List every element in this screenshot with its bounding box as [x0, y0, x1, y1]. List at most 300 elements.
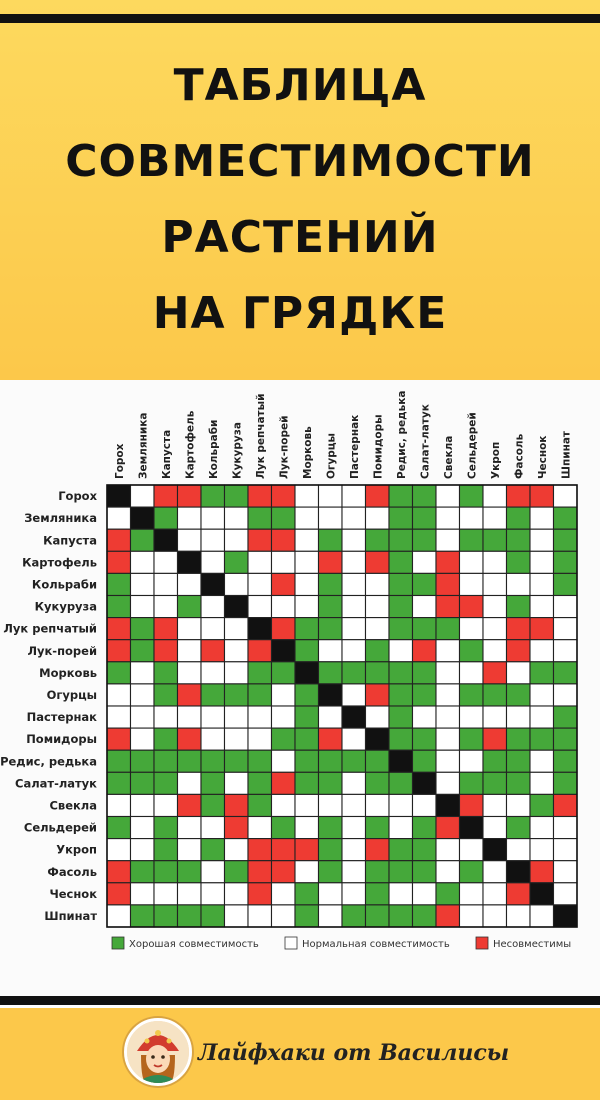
matrix-cell	[201, 640, 225, 662]
row-header: Кукуруза	[34, 599, 97, 614]
matrix-cell	[319, 551, 343, 573]
matrix-cell	[154, 684, 178, 706]
matrix-cell	[507, 618, 531, 640]
matrix-cell	[272, 684, 296, 706]
matrix-cell	[342, 662, 366, 684]
matrix-cell	[389, 772, 413, 794]
column-header: Горох	[113, 443, 126, 479]
matrix-cell	[554, 507, 578, 529]
matrix-cell	[178, 684, 202, 706]
matrix-cell	[319, 684, 343, 706]
matrix-cell	[272, 883, 296, 905]
matrix-cell	[225, 706, 249, 728]
matrix-cell	[201, 905, 225, 927]
matrix-cell	[225, 485, 249, 507]
matrix-cell	[554, 529, 578, 551]
matrix-cell	[295, 640, 319, 662]
matrix-cell	[319, 662, 343, 684]
matrix-cell	[436, 684, 460, 706]
matrix-cell	[201, 861, 225, 883]
matrix-cell	[389, 861, 413, 883]
matrix-cell	[131, 596, 155, 618]
matrix-cell	[507, 551, 531, 573]
legend-label: Хорошая совместимость	[129, 939, 259, 950]
title-line-1: ТАБЛИЦА	[173, 60, 427, 111]
legend-swatch	[476, 937, 488, 949]
matrix-cell	[201, 839, 225, 861]
matrix-cell	[389, 839, 413, 861]
matrix-cell	[530, 794, 554, 816]
column-header: Лук-порей	[278, 415, 291, 479]
matrix-cell	[436, 706, 460, 728]
matrix-cell	[507, 640, 531, 662]
page-title	[0, 48, 600, 352]
matrix-cell	[272, 640, 296, 662]
matrix-cell	[366, 596, 390, 618]
matrix-cell	[201, 817, 225, 839]
matrix-cell	[154, 728, 178, 750]
matrix-cell	[460, 706, 484, 728]
matrix-cell	[107, 573, 131, 595]
matrix-cell	[178, 861, 202, 883]
row-header: Капуста	[43, 533, 97, 548]
matrix-cell	[366, 794, 390, 816]
matrix-cell	[483, 817, 507, 839]
matrix-cell	[154, 507, 178, 529]
matrix-cell	[483, 662, 507, 684]
matrix-cell	[107, 728, 131, 750]
matrix-cell	[436, 662, 460, 684]
matrix-cell	[436, 883, 460, 905]
matrix-cell	[154, 905, 178, 927]
matrix-cell	[366, 861, 390, 883]
matrix-cell	[225, 817, 249, 839]
matrix-cell	[295, 750, 319, 772]
column-header: Лук репчатый	[254, 393, 267, 479]
matrix-cell	[295, 529, 319, 551]
matrix-cell	[530, 905, 554, 927]
matrix-cell	[413, 485, 437, 507]
matrix-cell	[483, 507, 507, 529]
matrix-cell	[460, 662, 484, 684]
matrix-cell	[413, 817, 437, 839]
matrix-cell	[554, 839, 578, 861]
top-rule	[0, 14, 600, 23]
matrix-cell	[342, 772, 366, 794]
matrix-cell	[201, 529, 225, 551]
matrix-cell	[319, 596, 343, 618]
column-header: Пастернак	[348, 414, 361, 479]
matrix-cell	[107, 662, 131, 684]
matrix-cell	[201, 706, 225, 728]
matrix-cell	[272, 529, 296, 551]
matrix-cell	[319, 750, 343, 772]
matrix-cell	[319, 640, 343, 662]
matrix-cell	[389, 485, 413, 507]
matrix-cell	[554, 618, 578, 640]
matrix-cell	[107, 618, 131, 640]
matrix-cell	[248, 861, 272, 883]
matrix-cell	[413, 883, 437, 905]
matrix-cell	[413, 772, 437, 794]
matrix-cell	[483, 573, 507, 595]
matrix-cell	[154, 485, 178, 507]
column-header: Морковь	[301, 426, 314, 479]
row-header: Свекла	[49, 798, 97, 813]
matrix-cell	[436, 817, 460, 839]
matrix-cell	[131, 551, 155, 573]
matrix-cell	[178, 640, 202, 662]
matrix-cell	[342, 861, 366, 883]
matrix-cell	[319, 905, 343, 927]
matrix-cell	[366, 640, 390, 662]
matrix-cell	[201, 485, 225, 507]
matrix-cell	[295, 618, 319, 640]
matrix-cell	[366, 817, 390, 839]
matrix-cell	[413, 507, 437, 529]
row-header: Сельдерей	[23, 820, 97, 835]
matrix-cell	[530, 596, 554, 618]
matrix-cell	[413, 640, 437, 662]
legend-swatch	[285, 937, 297, 949]
column-header: Фасоль	[513, 433, 526, 479]
matrix-cell	[248, 485, 272, 507]
matrix-cell	[201, 883, 225, 905]
matrix-cell	[530, 684, 554, 706]
matrix-cell	[107, 684, 131, 706]
column-header: Свекла	[442, 435, 455, 479]
matrix-cell	[366, 772, 390, 794]
matrix-cell	[460, 794, 484, 816]
matrix-cell	[366, 905, 390, 927]
matrix-cell	[154, 551, 178, 573]
legend-label: Несовместимы	[493, 939, 572, 950]
legend-label: Нормальная совместимость	[302, 939, 450, 950]
matrix-cell	[248, 772, 272, 794]
matrix-cell	[530, 750, 554, 772]
matrix-cell	[131, 706, 155, 728]
matrix-cell	[295, 551, 319, 573]
matrix-cell	[225, 573, 249, 595]
matrix-cell	[154, 662, 178, 684]
matrix-cell	[154, 772, 178, 794]
matrix-cell	[248, 794, 272, 816]
matrix-cell	[107, 551, 131, 573]
matrix-cell	[225, 905, 249, 927]
matrix-cell	[530, 485, 554, 507]
title-line-2: СОВМЕСТИМОСТИ	[65, 136, 535, 187]
matrix-cell	[178, 662, 202, 684]
row-header: Шпинат	[44, 908, 97, 923]
matrix-cell	[319, 772, 343, 794]
matrix-cell	[131, 640, 155, 662]
matrix-cell	[319, 861, 343, 883]
matrix-cell	[530, 706, 554, 728]
matrix-cell	[131, 794, 155, 816]
matrix-cell	[225, 662, 249, 684]
matrix-cell	[483, 706, 507, 728]
matrix-cell	[342, 839, 366, 861]
row-header: Лук-порей	[27, 643, 97, 658]
matrix-cell	[248, 728, 272, 750]
row-header: Редис, редька	[0, 754, 97, 769]
matrix-cell	[319, 618, 343, 640]
column-header: Помидоры	[372, 414, 385, 479]
matrix-cell	[131, 839, 155, 861]
matrix-cell	[507, 485, 531, 507]
matrix-cell	[507, 861, 531, 883]
matrix-cell	[483, 905, 507, 927]
matrix-cell	[107, 861, 131, 883]
row-header: Огурцы	[46, 687, 97, 702]
matrix-cell	[342, 750, 366, 772]
matrix-cell	[248, 905, 272, 927]
matrix-cell	[342, 684, 366, 706]
matrix-cell	[436, 618, 460, 640]
matrix-cell	[248, 573, 272, 595]
matrix-cell	[201, 772, 225, 794]
matrix-cell	[342, 529, 366, 551]
matrix-cell	[436, 905, 460, 927]
matrix-cell	[366, 529, 390, 551]
matrix-cell	[272, 861, 296, 883]
matrix-cell	[319, 573, 343, 595]
matrix-cell	[295, 728, 319, 750]
matrix-cell	[436, 573, 460, 595]
matrix-cell	[389, 794, 413, 816]
matrix-cell	[554, 684, 578, 706]
matrix-cell	[460, 772, 484, 794]
matrix-cell	[460, 529, 484, 551]
matrix-cell	[530, 529, 554, 551]
matrix-cell	[295, 684, 319, 706]
matrix-cell	[483, 618, 507, 640]
matrix-cell	[225, 794, 249, 816]
matrix-cell	[342, 640, 366, 662]
matrix-cell	[154, 750, 178, 772]
matrix-cell	[248, 529, 272, 551]
matrix-cell	[272, 817, 296, 839]
column-header: Чеснок	[536, 435, 549, 479]
matrix-cell	[507, 772, 531, 794]
matrix-cell	[460, 640, 484, 662]
matrix-cell	[507, 662, 531, 684]
matrix-cell	[530, 551, 554, 573]
matrix-cell	[342, 728, 366, 750]
matrix-cell	[530, 573, 554, 595]
matrix-cell	[436, 485, 460, 507]
matrix-cell	[389, 507, 413, 529]
matrix-cell	[342, 485, 366, 507]
matrix-cell	[295, 905, 319, 927]
matrix-cell	[248, 507, 272, 529]
matrix-cell	[530, 507, 554, 529]
row-header: Чеснок	[49, 886, 97, 901]
matrix-cell	[178, 507, 202, 529]
matrix-cell	[154, 640, 178, 662]
matrix-cell	[389, 618, 413, 640]
column-header: Укроп	[489, 441, 502, 479]
matrix-cell	[319, 706, 343, 728]
matrix-cell	[295, 706, 319, 728]
matrix-cell	[248, 839, 272, 861]
matrix-cell	[483, 485, 507, 507]
matrix-cell	[554, 817, 578, 839]
matrix-cell	[295, 596, 319, 618]
matrix-cell	[483, 529, 507, 551]
matrix-cell	[178, 596, 202, 618]
column-header: Салат-латук	[419, 404, 432, 479]
matrix-cell	[107, 640, 131, 662]
matrix-cell	[225, 618, 249, 640]
row-header: Горох	[58, 489, 97, 504]
matrix-cell	[483, 551, 507, 573]
matrix-cell	[178, 794, 202, 816]
matrix-cell	[131, 529, 155, 551]
column-header: Сельдерей	[466, 412, 479, 479]
compatibility-chart	[0, 380, 600, 998]
matrix-cell	[131, 507, 155, 529]
matrix-cell	[554, 794, 578, 816]
matrix-cell	[178, 485, 202, 507]
matrix-cell	[248, 640, 272, 662]
matrix-cell	[483, 640, 507, 662]
matrix-cell	[131, 684, 155, 706]
matrix-cell	[507, 706, 531, 728]
matrix-cell	[272, 485, 296, 507]
matrix-cell	[389, 883, 413, 905]
matrix-cell	[436, 551, 460, 573]
matrix-cell	[248, 551, 272, 573]
matrix-cell	[507, 507, 531, 529]
matrix-cell	[436, 861, 460, 883]
matrix-cell	[272, 618, 296, 640]
matrix-cell	[507, 883, 531, 905]
matrix-cell	[342, 706, 366, 728]
matrix-cell	[178, 772, 202, 794]
matrix-cell	[225, 750, 249, 772]
matrix-cell	[154, 794, 178, 816]
matrix-cell	[554, 706, 578, 728]
matrix-cell	[389, 706, 413, 728]
matrix-cell	[460, 839, 484, 861]
matrix-cell	[131, 573, 155, 595]
matrix-cell	[342, 618, 366, 640]
matrix-cell	[413, 551, 437, 573]
matrix-cell	[107, 529, 131, 551]
matrix-cell	[225, 529, 249, 551]
matrix-cell	[178, 750, 202, 772]
matrix-cell	[178, 883, 202, 905]
matrix-cell	[436, 839, 460, 861]
legend-swatch	[112, 937, 124, 949]
bottom-rule	[0, 996, 600, 1005]
matrix-cell	[389, 728, 413, 750]
matrix-cell	[366, 573, 390, 595]
matrix-cell	[483, 596, 507, 618]
matrix-cell	[483, 839, 507, 861]
matrix-cell	[507, 794, 531, 816]
matrix-cell	[295, 794, 319, 816]
matrix-cell	[154, 817, 178, 839]
column-header: Капуста	[160, 429, 173, 479]
matrix-cell	[389, 529, 413, 551]
matrix-cell	[389, 750, 413, 772]
matrix-cell	[507, 573, 531, 595]
matrix-cell	[201, 728, 225, 750]
matrix-cell	[248, 684, 272, 706]
matrix-cell	[131, 883, 155, 905]
matrix-cell	[131, 618, 155, 640]
matrix-cell	[107, 794, 131, 816]
matrix-cell	[366, 662, 390, 684]
matrix-cell	[366, 839, 390, 861]
matrix-cell	[319, 529, 343, 551]
matrix-cell	[248, 883, 272, 905]
matrix-cell	[554, 662, 578, 684]
matrix-cell	[530, 728, 554, 750]
matrix-cell	[483, 772, 507, 794]
matrix-cell	[178, 551, 202, 573]
matrix-cell	[460, 618, 484, 640]
matrix-cell	[413, 706, 437, 728]
matrix-cell	[107, 772, 131, 794]
matrix-cell	[248, 817, 272, 839]
matrix-cell	[225, 839, 249, 861]
row-header: Помидоры	[26, 732, 97, 747]
matrix-cell	[460, 883, 484, 905]
matrix-cell	[342, 794, 366, 816]
matrix-cell	[554, 728, 578, 750]
matrix-cell	[389, 905, 413, 927]
matrix-cell	[366, 618, 390, 640]
matrix-cell	[413, 861, 437, 883]
title-line-3: РАСТЕНИЙ	[161, 212, 439, 263]
matrix-cell	[530, 640, 554, 662]
matrix-cell	[389, 640, 413, 662]
matrix-cell	[389, 684, 413, 706]
matrix-cell	[131, 905, 155, 927]
matrix-cell	[413, 750, 437, 772]
matrix-cell	[413, 684, 437, 706]
matrix-cell	[225, 883, 249, 905]
matrix-cell	[460, 596, 484, 618]
matrix-cell	[389, 596, 413, 618]
matrix-cell	[507, 596, 531, 618]
matrix-cell	[178, 618, 202, 640]
matrix-cell	[342, 817, 366, 839]
row-header: Кольраби	[31, 577, 97, 592]
matrix-cell	[389, 573, 413, 595]
matrix-cell	[295, 662, 319, 684]
matrix-cell	[295, 485, 319, 507]
matrix-cell	[413, 618, 437, 640]
matrix-cell	[154, 618, 178, 640]
matrix-cell	[483, 728, 507, 750]
matrix-cell	[295, 507, 319, 529]
matrix-cell	[483, 883, 507, 905]
matrix-cell	[107, 596, 131, 618]
column-header: Огурцы	[325, 432, 338, 479]
matrix-cell	[389, 551, 413, 573]
matrix-cell	[554, 573, 578, 595]
matrix-cell	[131, 750, 155, 772]
matrix-cell	[131, 662, 155, 684]
matrix-cell	[366, 507, 390, 529]
matrix-cell	[272, 750, 296, 772]
matrix-cell	[107, 905, 131, 927]
matrix-cell	[507, 750, 531, 772]
